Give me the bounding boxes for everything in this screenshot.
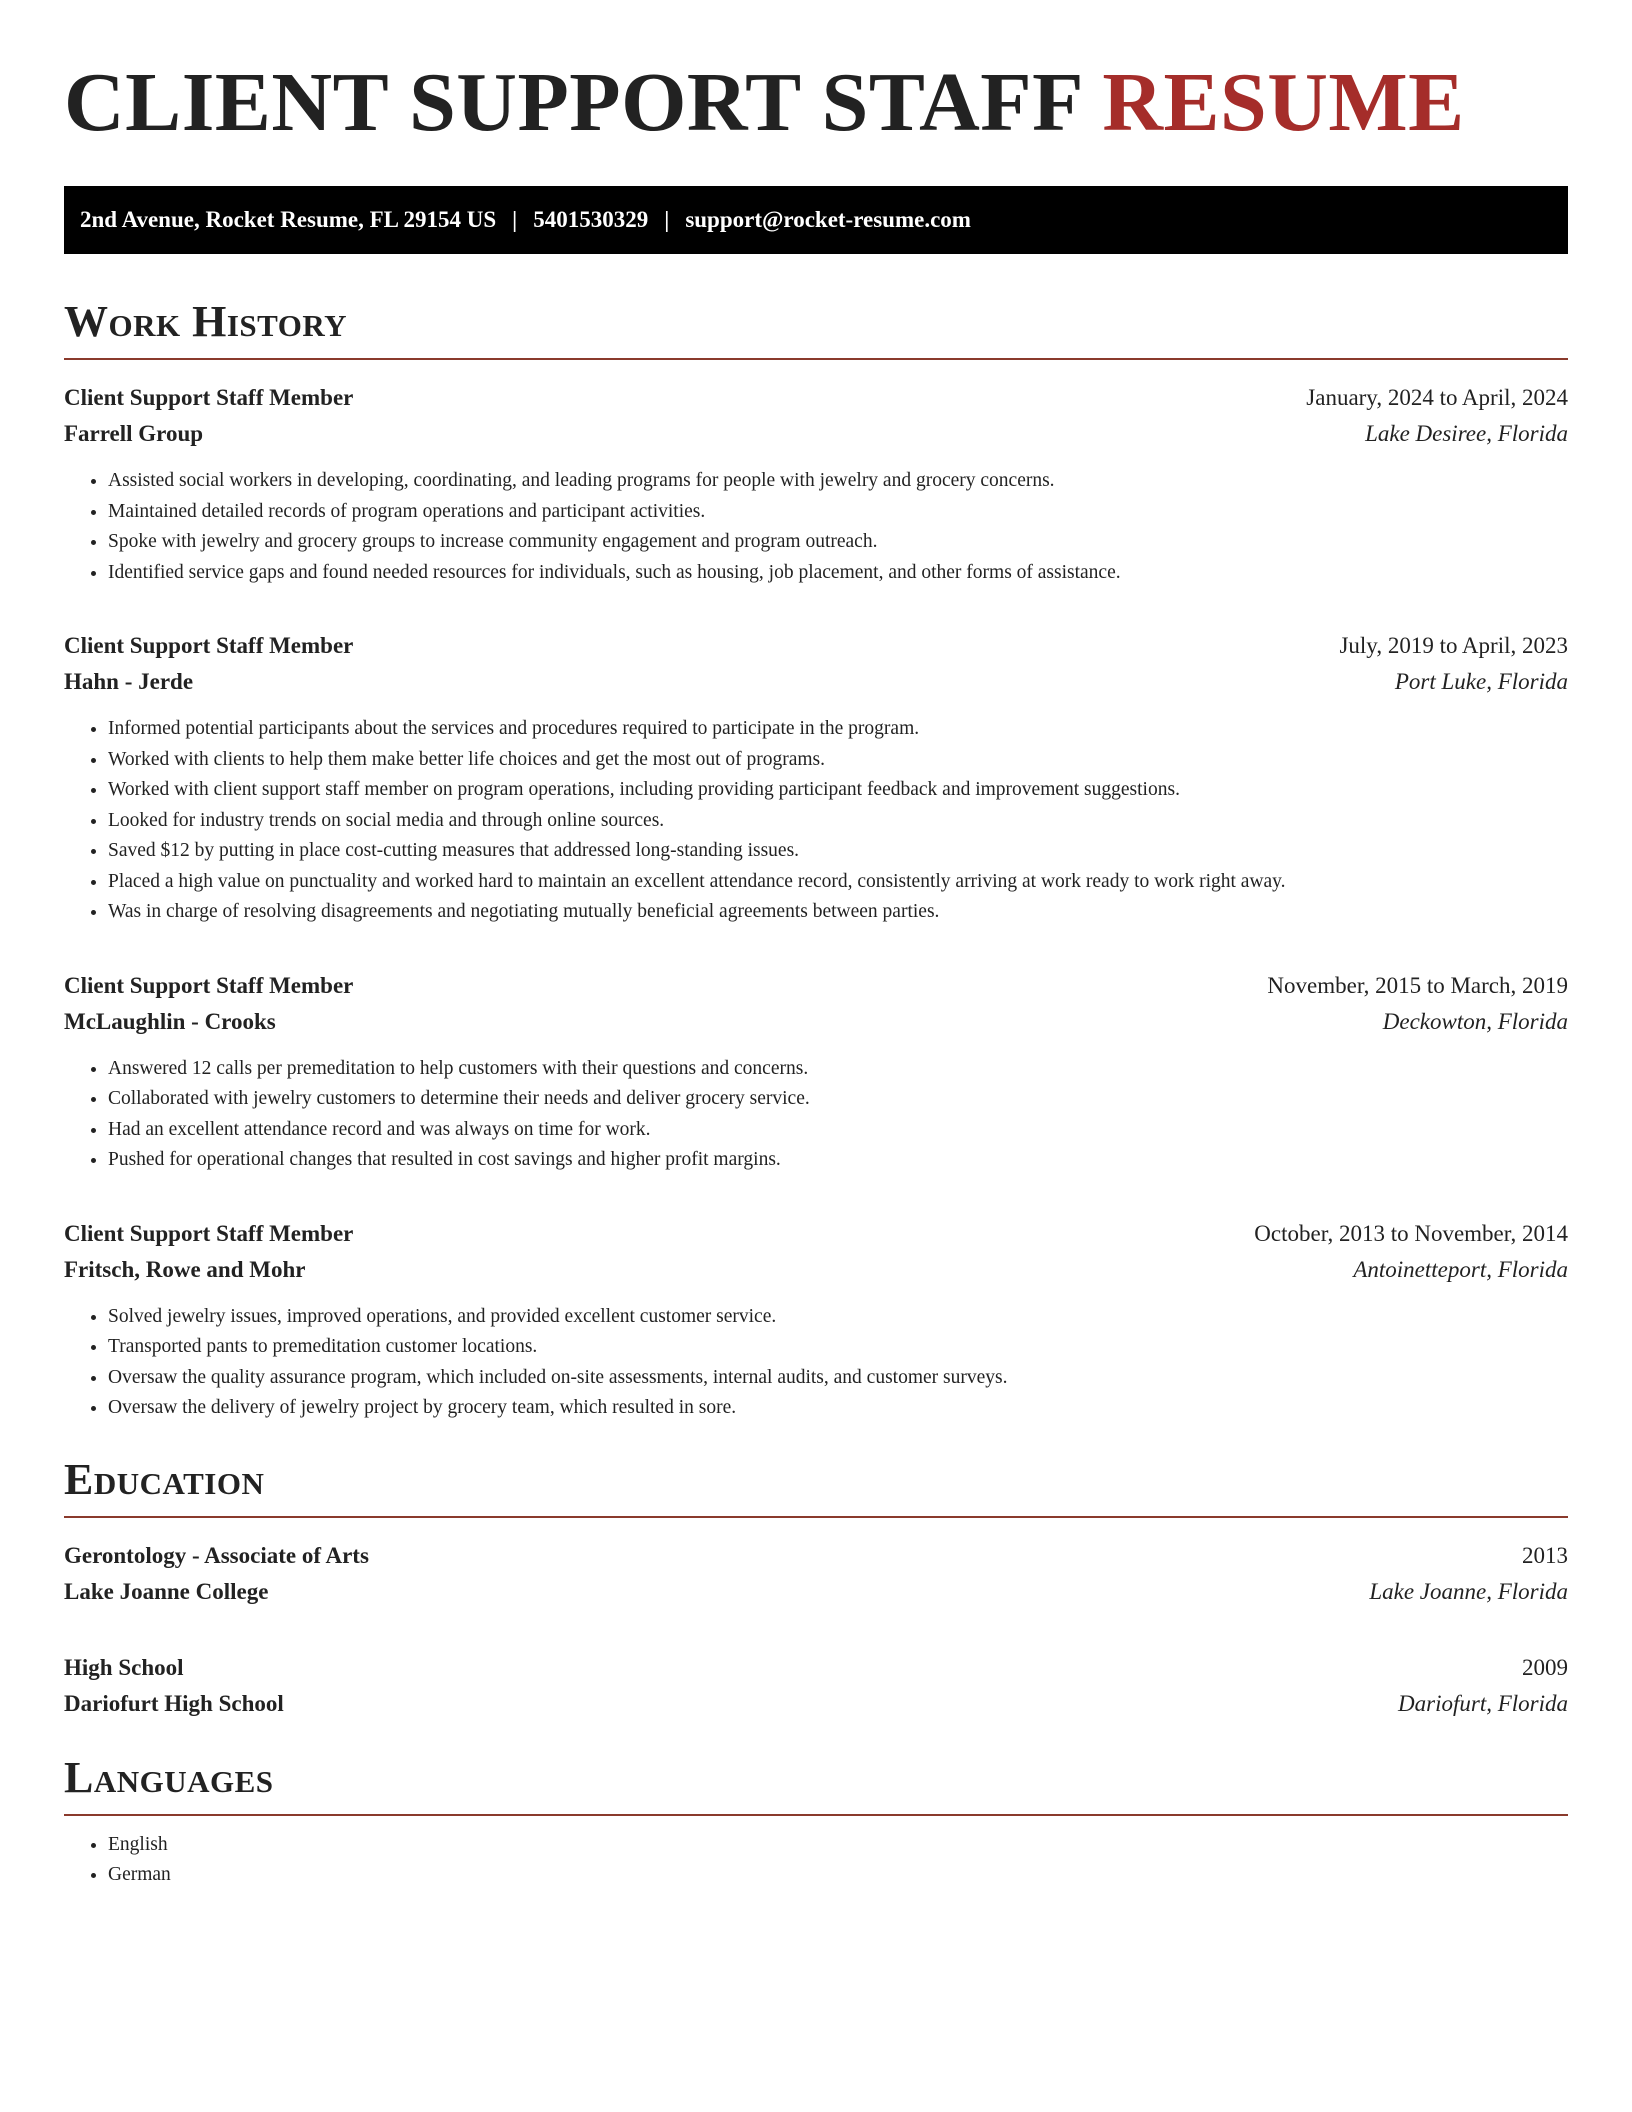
entry-header-row — [64, 968, 1568, 1004]
job-company: Fritsch, Rowe and Mohr — [64, 1256, 306, 1282]
languages-list — [64, 1830, 1568, 1891]
job-location: Port Luke, Florida — [1394, 669, 1568, 694]
job-dates: January, 2024 to April, 2024 — [1306, 385, 1568, 410]
job-bullet: • Had an excellent attendance record and was always on time for work. — [108, 1115, 1568, 1146]
entry-header-row — [64, 1650, 1568, 1686]
job-company: Hahn - Jerde — [64, 669, 194, 694]
job-bullets — [64, 714, 1568, 928]
entry-sub-row — [64, 1004, 1568, 1040]
entry-sub-row — [64, 1574, 1568, 1610]
education-location: Dariofurt, Florida — [1398, 1690, 1568, 1716]
work-entry — [64, 1216, 1568, 1424]
job-location: Deckowton, Florida — [1382, 1008, 1568, 1034]
job-bullet: • Collaborated with jewelry customers to determine their needs and deliver grocery service. — [108, 1084, 1568, 1115]
job-dates: October, 2013 to November, 2014 — [1254, 1220, 1568, 1246]
job-title: Client Support Staff Member — [64, 633, 354, 658]
entry-sub-row — [64, 1686, 1568, 1722]
job-bullet: • Answered 12 calls per premeditation to help customers with their questions and concerns. — [108, 1054, 1568, 1085]
education-school: Dariofurt High School — [64, 1690, 284, 1716]
language-item: • German — [108, 1860, 1568, 1891]
title-accent: RESUME — [1102, 56, 1465, 149]
resume-title — [64, 50, 1568, 156]
job-bullet: • Spoke with jewelry and grocery groups to increase community engagement and program outreach. — [108, 527, 1568, 558]
contact-email: support@rocket-resume.com — [685, 207, 971, 232]
job-bullet: • Maintained detailed records of program operations and participant activities. — [108, 497, 1568, 528]
job-bullet: • Assisted social workers in developing, coordinating, and leading programs for people with jewelry and grocery concerns. — [108, 466, 1568, 497]
job-bullet: • Worked with clients to help them make better life choices and get the most out of programs. — [108, 745, 1568, 776]
job-bullet: • Solved jewelry issues, improved operations, and provided excellent customer service. — [108, 1302, 1568, 1333]
work-entry — [64, 968, 1568, 1176]
language-item: • English — [108, 1830, 1568, 1861]
job-bullets — [64, 1054, 1568, 1176]
education-degree: Gerontology - Associate of Arts — [64, 1542, 369, 1568]
contact-address: 2nd Avenue, Rocket Resume, FL 29154 US — [80, 207, 497, 232]
job-company: McLaughlin - Crooks — [64, 1008, 276, 1034]
education-location: Lake Joanne, Florida — [1369, 1578, 1568, 1604]
work-entry — [64, 380, 1568, 588]
education-year: 2013 — [1522, 1542, 1568, 1568]
contact-separator: | — [512, 207, 518, 232]
education-year: 2009 — [1522, 1654, 1568, 1680]
work-history-heading: Work History — [64, 296, 1568, 360]
job-bullet: • Pushed for operational changes that resulted in cost savings and higher profit margins. — [108, 1145, 1568, 1176]
education-school: Lake Joanne College — [64, 1578, 269, 1604]
languages-heading: Languages — [64, 1752, 1568, 1816]
job-title: Client Support Staff Member — [64, 1220, 354, 1246]
education-entry — [64, 1650, 1568, 1722]
contact-separator: | — [664, 207, 670, 232]
job-title: Client Support Staff Member — [64, 972, 354, 998]
job-bullet: • Transported pants to premeditation customer locations. — [108, 1332, 1568, 1363]
job-dates: November, 2015 to March, 2019 — [1267, 972, 1568, 998]
job-bullet: • Informed potential participants about the services and procedures required to participate in the program. — [108, 714, 1568, 745]
job-location: Antoinetteport, Florida — [1353, 1256, 1568, 1282]
entry-sub-row — [64, 664, 1568, 700]
work-entry — [64, 628, 1568, 928]
job-bullets — [64, 1302, 1568, 1424]
entry-sub-row — [64, 416, 1568, 452]
entry-header-row — [64, 628, 1568, 664]
entry-header-row — [64, 1216, 1568, 1252]
entry-header-row — [64, 1538, 1568, 1574]
job-bullet: • Placed a high value on punctuality and worked hard to maintain an excellent attendance record, consistently arriving at work ready to work right away. — [108, 867, 1568, 898]
title-main: CLIENT SUPPORT STAFF — [64, 56, 1081, 149]
entry-sub-row — [64, 1252, 1568, 1288]
education-degree: High School — [64, 1654, 184, 1680]
job-company: Farrell Group — [64, 421, 204, 446]
job-location: Lake Desiree, Florida — [1365, 421, 1568, 446]
job-bullet: • Worked with client support staff member on program operations, including providing participant feedback and improvement suggestions. — [108, 775, 1568, 806]
job-bullet: • Was in charge of resolving disagreements and negotiating mutually beneficial agreements between parties. — [108, 897, 1568, 928]
contact-phone: 5401530329 — [533, 207, 649, 232]
job-bullet: • Identified service gaps and found needed resources for individuals, such as housing, job placement, and other forms of assistance. — [108, 558, 1568, 589]
job-bullets — [64, 466, 1568, 588]
entry-header-row — [64, 380, 1568, 416]
job-bullet: • Saved $12 by putting in place cost-cutting measures that addressed long-standing issues. — [108, 836, 1568, 867]
job-bullet: • Looked for industry trends on social media and through online sources. — [108, 806, 1568, 837]
education-entry — [64, 1538, 1568, 1610]
job-dates: July, 2019 to April, 2023 — [1339, 633, 1568, 658]
job-bullet: • Oversaw the quality assurance program, which included on-site assessments, internal audits, and customer surveys. — [108, 1363, 1568, 1394]
job-bullet: • Oversaw the delivery of jewelry project by grocery team, which resulted in sore. — [108, 1393, 1568, 1424]
contact-bar — [64, 186, 1568, 254]
job-title: Client Support Staff Member — [64, 385, 354, 410]
education-heading: Education — [64, 1454, 1568, 1518]
